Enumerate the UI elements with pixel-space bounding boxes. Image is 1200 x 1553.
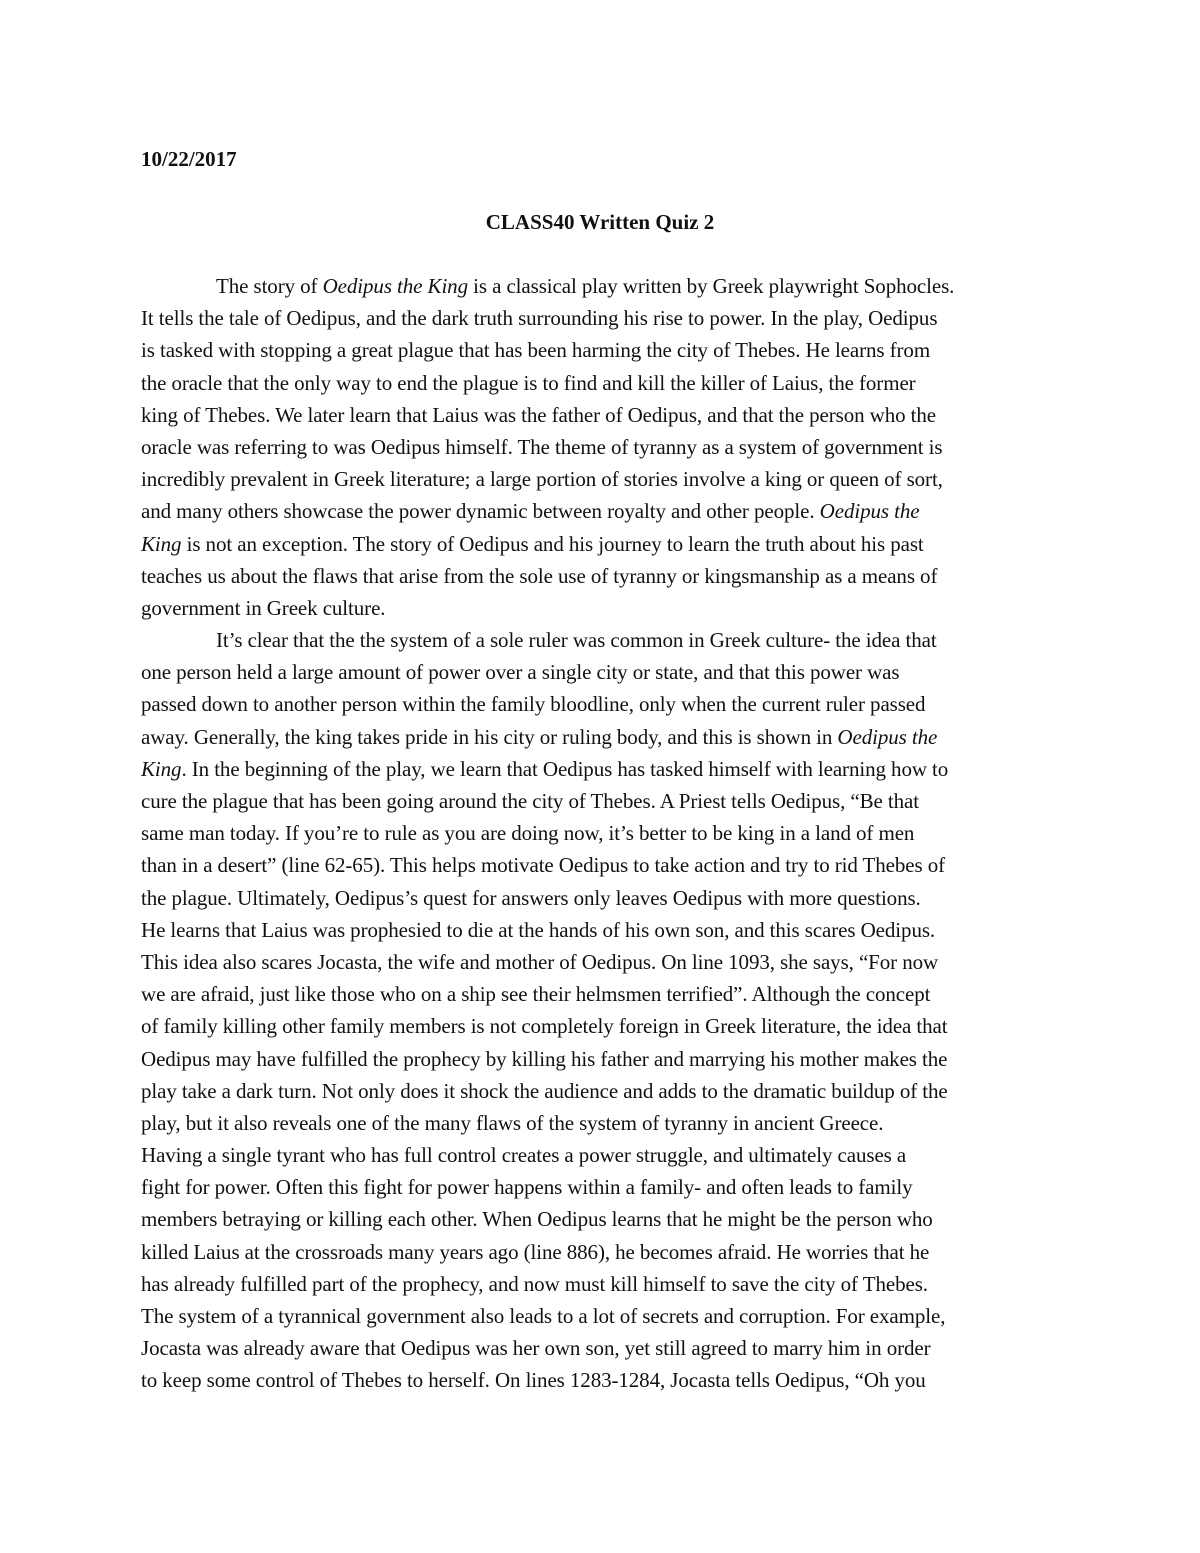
- text-line: [141, 367, 1066, 399]
- text-segment: is not an exception. The story of Oedipus and his journey to learn the truth about his past: [181, 531, 924, 556]
- text-segment: This idea also scares Jocasta, the wife and mother of Oedipus. On line 1093, she says, “For now: [141, 949, 939, 974]
- text-segment: oracle was referring to was Oedipus himself. The theme of tyranny as a system of government is: [141, 434, 943, 459]
- text-segment: king of Thebes. We later learn that Laius was the father of Oedipus, and that the person who the: [141, 402, 937, 427]
- italic-title-text: Oedipus the King: [322, 274, 468, 298]
- text-segment: It tells the tale of Oedipus, and the dark truth surrounding his rise to power. In the play, Oedipus: [141, 306, 938, 331]
- text-line: [141, 882, 1066, 914]
- document-body: [141, 270, 1066, 1397]
- text-segment: Oedipus may have fulfilled the prophecy by killing his father and marrying his mother makes the: [141, 1046, 948, 1071]
- text-line: [141, 463, 1066, 495]
- text-line: [141, 1107, 1066, 1139]
- text-line: [141, 1139, 1066, 1171]
- text-line: [141, 1332, 1066, 1364]
- document-title: CLASS40 Written Quiz 2: [485, 210, 715, 234]
- text-segment: He learns that Laius was prophesied to die at the hands of his own son, and this scares Oedipus.: [141, 917, 936, 942]
- text-segment: is a classical play written by Greek playwright Sophocles.: [467, 274, 955, 298]
- text-segment: of family killing other family members is not completely foreign in Greek literature, the idea that: [141, 1014, 948, 1039]
- text-line: [141, 1364, 1066, 1396]
- text-segment: The system of a tyrannical government also leads to a lot of secrets and corruption. For example,: [141, 1304, 946, 1328]
- document-date: 10/22/2017: [141, 147, 237, 171]
- text-segment: to keep some control of Thebes to herself. On lines 1283-1284, Jocasta tells Oedipus, “Oh you: [141, 1368, 926, 1393]
- italic-title-text: King: [141, 756, 182, 781]
- italic-title-text: Oedipus the: [837, 724, 938, 749]
- text-line: [141, 334, 1066, 366]
- text-line: [141, 817, 1066, 849]
- text-line: [141, 431, 1066, 463]
- text-segment: teaches us about the flaws that arise from the sole use of tyranny or kingsmanship as a means of: [141, 563, 938, 588]
- italic-title-text: Oedipus the: [819, 499, 920, 524]
- text-segment: away. Generally, the king takes pride in his city or ruling body, and this is shown in: [141, 724, 838, 749]
- text-segment: has already fulfilled part of the prophecy, and now must kill himself to save the city of Thebes.: [141, 1271, 928, 1296]
- text-line: [141, 785, 1066, 817]
- text-segment: members betraying or killing each other. When Oedipus learns that he might be the person who: [141, 1207, 933, 1232]
- text-segment: It’s clear that the the system of a sole ruler was common in Greek culture- the idea that: [216, 628, 937, 653]
- text-segment: the oracle that the only way to end the plague is to find and kill the killer of Laius, the former: [141, 370, 916, 395]
- text-segment: same man today. If you’re to rule as you are doing now, it’s better to be king in a land of men: [141, 821, 915, 846]
- text-line: [141, 270, 1066, 302]
- text-line: [141, 1171, 1066, 1203]
- text-segment: play take a dark turn. Not only does it shock the audience and adds to the dramatic buildup of the: [141, 1078, 948, 1103]
- text-line: [141, 592, 1066, 624]
- text-line: [141, 624, 1066, 656]
- text-segment: cure the plague that has been going around the city of Thebes. A Priest tells Oedipus, “Be that: [141, 789, 920, 813]
- text-line: [141, 302, 1066, 334]
- text-segment: government in Greek culture.: [141, 595, 386, 620]
- text-line: [141, 978, 1066, 1010]
- text-segment: . In the beginning of the play, we learn that Oedipus has tasked himself with learning how to: [181, 756, 949, 781]
- text-line: [141, 753, 1066, 785]
- text-segment: is tasked with stopping a great plague that has been harming the city of Thebes. He learns from: [141, 338, 931, 363]
- text-line: [141, 528, 1066, 560]
- text-segment: and many others showcase the power dynamic between royalty and other people.: [141, 499, 820, 524]
- text-segment: than in a desert” (line 62-65). This helps motivate Oedipus to take action and try to rid Thebes of: [141, 853, 946, 878]
- text-line: [141, 656, 1066, 688]
- text-segment: one person held a large amount of power over a single city or state, and that this power was: [141, 660, 900, 685]
- text-segment: killed Laius at the crossroads many years ago (line 886), he becomes afraid. He worries that he: [141, 1239, 930, 1264]
- text-line: [141, 1010, 1066, 1042]
- text-line: [141, 1268, 1066, 1300]
- text-segment: play, but it also reveals one of the many flaws of the system of tyranny in ancient Greece.: [141, 1110, 884, 1135]
- text-line: [141, 560, 1066, 592]
- text-line: [141, 914, 1066, 946]
- text-line: [141, 688, 1066, 720]
- text-line: [141, 399, 1066, 431]
- text-line: [141, 1236, 1066, 1268]
- text-line: [141, 1043, 1066, 1075]
- text-line: [141, 849, 1066, 881]
- text-line: [141, 1300, 1066, 1332]
- text-line: [141, 721, 1066, 753]
- text-segment: fight for power. Often this fight for power happens within a family- and often leads to family: [141, 1175, 913, 1200]
- text-line: [141, 1203, 1066, 1235]
- text-line: [141, 495, 1066, 527]
- text-segment: we are afraid, just like those who on a ship see their helmsmen terrified”. Although the concept: [141, 982, 931, 1007]
- italic-title-text: King: [141, 531, 182, 556]
- text-segment: The story of: [216, 274, 323, 298]
- text-line: [141, 946, 1066, 978]
- text-segment: the plague. Ultimately, Oedipus’s quest for answers only leaves Oedipus with more questions.: [141, 885, 921, 910]
- text-segment: Jocasta was already aware that Oedipus was her own son, yet still agreed to marry him in order: [141, 1336, 931, 1361]
- text-segment: Having a single tyrant who has full control creates a power struggle, and ultimately causes a: [141, 1143, 907, 1168]
- text-segment: passed down to another person within the family bloodline, only when the current ruler passed: [141, 692, 926, 717]
- text-segment: incredibly prevalent in Greek literature; a large portion of stories involve a king or queen of sort,: [141, 467, 943, 492]
- text-line: [141, 1075, 1066, 1107]
